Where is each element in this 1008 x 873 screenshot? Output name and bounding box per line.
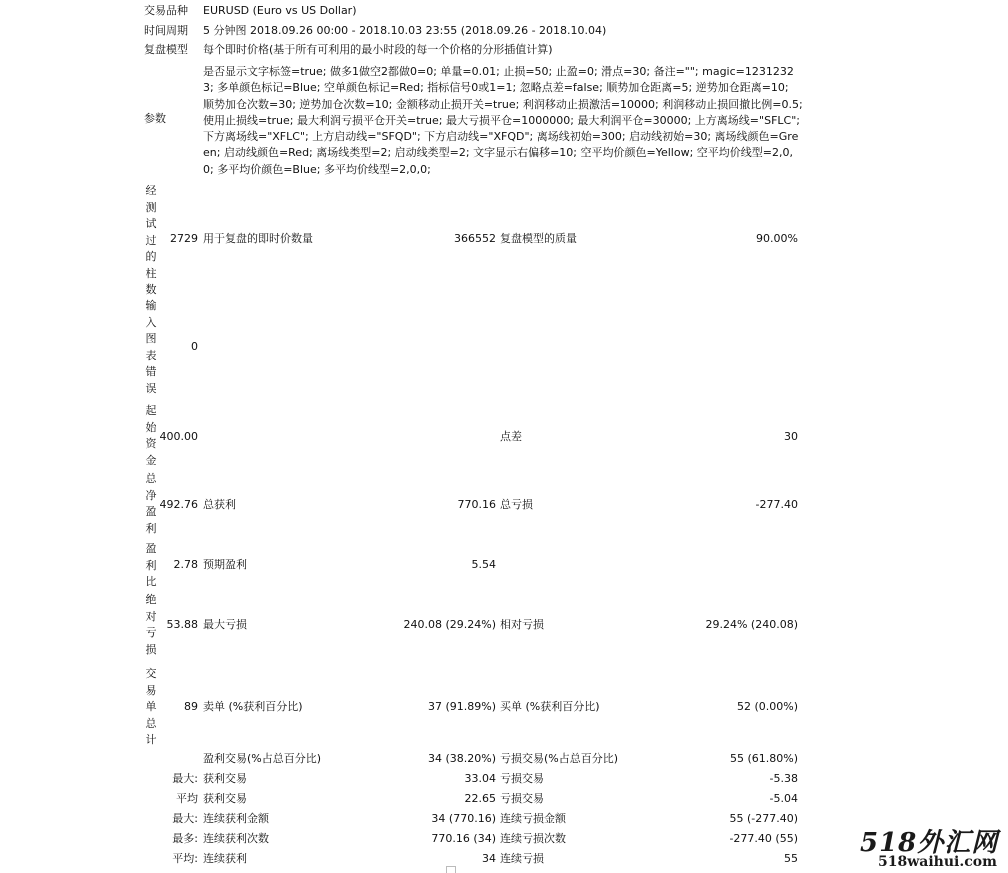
short-label: 卖单 (%获利百分比) bbox=[203, 700, 303, 713]
stats-prefix: 最多: bbox=[172, 832, 198, 845]
period-value: 5 分钟图 2018.09.26 00:00 - 2018.10.03 23:55 (2018.09.26 - 2018.10.04) bbox=[203, 24, 607, 37]
expected-label: 预期盈利 bbox=[203, 558, 247, 571]
stats-label-2: 连续亏损金额 bbox=[500, 812, 566, 825]
deposit-label: 起始资金 bbox=[145, 404, 157, 467]
dd-rel-label: 相对亏损 bbox=[500, 618, 544, 631]
pf-value: 2.78 bbox=[173, 558, 198, 571]
watermark-title: 518外汇网 bbox=[860, 828, 999, 858]
stats-prefix: 平均 bbox=[176, 792, 198, 805]
bars-label: 经测试过的柱数 bbox=[145, 184, 157, 296]
errors-value: 0 bbox=[191, 340, 198, 353]
stats-label-2: 亏损交易 bbox=[500, 772, 544, 785]
short-value: 37 (91.89%) bbox=[427, 700, 496, 713]
watermark-logo bbox=[848, 820, 1008, 872]
stats-label-1: 连续获利次数 bbox=[203, 832, 269, 845]
errors-label: 输入图表错误 bbox=[145, 299, 157, 395]
bars-value: 2729 bbox=[170, 232, 198, 245]
stats-value-2: -5.04 bbox=[769, 792, 798, 805]
stats-value-1: 33.04 bbox=[464, 772, 496, 785]
ticks-value: 366552 bbox=[454, 232, 496, 245]
model-label: 复盘模型 bbox=[144, 43, 188, 56]
dd-max-label: 最大亏损 bbox=[203, 618, 247, 631]
stats-prefix: 最大: bbox=[172, 772, 198, 785]
stats-prefix: 平均: bbox=[172, 852, 198, 865]
symbol-value: EURUSD (Euro vs US Dollar) bbox=[203, 4, 357, 17]
long-label: 买单 (%获利百分比) bbox=[500, 700, 600, 713]
stats-label-2: 亏损交易 bbox=[500, 792, 544, 805]
net-label: 总净盈利 bbox=[145, 472, 157, 535]
gross-profit-label: 总获利 bbox=[203, 498, 236, 511]
trades-label: 交易单总计 bbox=[145, 667, 157, 746]
stats-value-2: -5.38 bbox=[769, 772, 798, 785]
stats-value-1: 34 bbox=[482, 852, 496, 865]
stats-value-2: 55 bbox=[784, 852, 798, 865]
stats-value-2: -277.40 (55) bbox=[729, 832, 798, 845]
trades-value: 89 bbox=[184, 700, 198, 713]
stats-label-1: 获利交易 bbox=[203, 772, 247, 785]
stats-label-1: 获利交易 bbox=[203, 792, 247, 805]
stats-label-1: 连续获利金额 bbox=[203, 812, 269, 825]
watermark-url: 518waihui.com bbox=[878, 854, 997, 870]
quality-label: 复盘模型的质量 bbox=[500, 232, 577, 245]
expected-value: 5.54 bbox=[471, 558, 496, 571]
stats-label-2: 亏损交易(%占总百分比) bbox=[500, 752, 619, 765]
stats-value-1: 34 (38.20%) bbox=[427, 752, 496, 765]
period-label: 时间周期 bbox=[144, 24, 188, 37]
long-value: 52 (0.00%) bbox=[736, 700, 798, 713]
gross-loss-value: -277.40 bbox=[755, 498, 798, 511]
dd-rel-value: 29.24% (240.08) bbox=[705, 618, 798, 631]
ticks-label: 用于复盘的即时价数量 bbox=[203, 232, 313, 245]
params-label: 参数 bbox=[144, 112, 166, 125]
spread-value: 30 bbox=[784, 430, 798, 443]
deposit-value: 400.00 bbox=[159, 430, 198, 443]
stats-value-2: 55 (-277.40) bbox=[729, 812, 798, 825]
spread-label: 点差 bbox=[500, 430, 522, 443]
model-value: 每个即时价格(基于所有可利用的最小时段的每一个价格的分形插值计算) bbox=[203, 43, 553, 56]
dd-label: 绝对亏损 bbox=[145, 593, 157, 656]
stats-prefix: 最大: bbox=[172, 812, 198, 825]
gross-profit-value: 770.16 bbox=[457, 498, 496, 511]
stats-label-2: 连续亏损 bbox=[500, 852, 544, 865]
gross-loss-label: 总亏损 bbox=[500, 498, 533, 511]
stats-label-2: 连续亏损次数 bbox=[500, 832, 566, 845]
stats-label-1: 连续获利 bbox=[203, 852, 247, 865]
net-value: 492.76 bbox=[159, 498, 198, 511]
stats-value-2: 55 (61.80%) bbox=[729, 752, 798, 765]
stats-value-1: 34 (770.16) bbox=[431, 812, 496, 825]
stats-label-1: 盈利交易(%占总百分比) bbox=[203, 752, 322, 765]
stats-value-1: 22.65 bbox=[464, 792, 496, 805]
params-value: 是否显示文字标签=true; 做多1做空2都做0=0; 单量=0.01; 止损=50; 止盈=0; 滑点=30; 备注=""; magic=12312323; 多单颜色标记=Blue; 空单颜色标记=Red; 指标信号0或1=1; 忽略点差=false; 顺势加仓距离=5; 逆势加仓距离=10; 顺势加仓次数=30; 逆势加仓次数=10; 金额移动止损开关=true; 利润移动止损激活=10000; 利润移动止损回撤比例=0.5; 使用止损线=true; 最大利润亏损平仓开关=true; 最大亏损平仓=1000000; 最大利润平仓=30000; 上方离场线="SFLC"; 下方离场线="XFLC"; 上方启动线="SFQD"; 下方启动线="XFQD"; 离场线初始=300; 启动线初始=30; 离场线颜色=Green; 启动线颜色=Red; 离场线类型=2; 启动线类型=2; 文字显示右偏移=10; 空平均价颜色=Yellow; 空平均价线型=2,0,0; 多平均价颜色=Blue; 多平均价线型=2,0,0; bbox=[203, 65, 803, 176]
symbol-label: 交易品种 bbox=[144, 4, 188, 17]
quality-value: 90.00% bbox=[756, 232, 798, 245]
dd-value: 53.88 bbox=[166, 618, 198, 631]
pf-label: 盈利比 bbox=[145, 542, 157, 588]
dd-max-value: 240.08 (29.24%) bbox=[403, 618, 496, 631]
stats-value-1: 770.16 (34) bbox=[431, 832, 496, 845]
